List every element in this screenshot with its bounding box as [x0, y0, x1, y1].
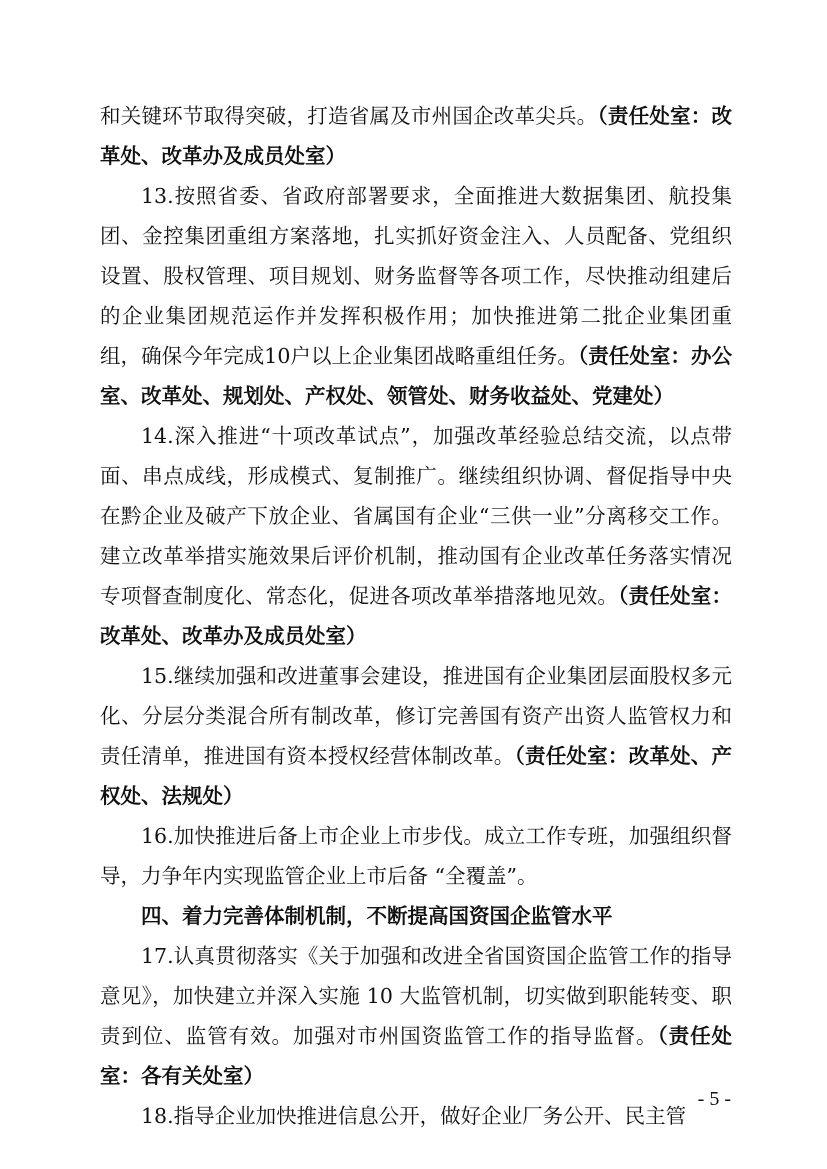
responsibility-note: （责任处室：改革处、产权处、法规处） [100, 744, 732, 808]
paragraph-text: 16.加快推进后备上市企业上市步伐。成立工作专班，加强组织督导，力争年内实现监管企业上市后备 “全覆盖”。 [100, 824, 732, 888]
paragraph-text: 18.指导企业加快推进信息公开，做好企业厂务公开、民主管 [141, 1104, 687, 1128]
responsibility-note: （责任处室：各有关处室） [100, 1024, 733, 1088]
paragraph-text: 和关键环节取得突破，打造省属及市州国企改革尖兵。 [100, 104, 598, 128]
responsibility-note: （责任处室：改革处、改革办及成员处室） [100, 584, 732, 648]
paragraph-text: 13.按照省委、省政府部署要求，全面推进大数据集团、航投集团、金控集团重组方案落地，扎实抓好资金注入、人员配备、党组织设置、股权管理、项目规划、财务监督等各项工作，尽快推动组建后的企业集团规范运作并发挥积极作用；加快推进第二批企业集团重组，确保今年完成10户以上企业集团战略重组任务。 [100, 184, 732, 368]
responsibility-note: （责任处室：改革处、改革办及成员处室） [100, 104, 733, 168]
section-heading: 四、着力完善体制机制，不断提高国资国企监管水平 [141, 904, 613, 928]
paragraph-15 [100, 656, 732, 816]
page-number: - 5 - [697, 1088, 731, 1110]
paragraph-16 [100, 816, 732, 896]
paragraph-17 [100, 936, 732, 1096]
paragraph-12-continuation [100, 96, 732, 176]
paragraph-text: 17.认真贯彻落实《关于加强和改进全省国资国企监管工作的指导意见》，加快建立并深入实施 10 大监管机制，切实做到职能转变、职责到位、监管有效。加强对市州国资监管工作的指导监督。 [100, 944, 732, 1048]
paragraph-text: 14.深入推进“十项改革试点”，加强改革经验总结交流，以点带面、串点成线，形成模式、复制推广。继续组织协调、督促指导中央在黔企业及破产下放企业、省属国有企业“三供一业”分离移交工作。建立改革举措实施效果后评价机制，推动国有企业改革任务落实情况专项督查制度化、常态化，促进各项改革举措落地见效。 [100, 424, 732, 608]
document-body [100, 96, 732, 1136]
paragraph-text: 15.继续加强和改进董事会建设，推进国有企业集团层面股权多元化、分层分类混合所有制改革，修订完善国有资产出资人监管权力和责任清单，推进国有资本授权经营体制改革。 [100, 664, 732, 768]
responsibility-note: （责任处室：办公室、改革处、规划处、产权处、领管处、财务收益处、党建处） [100, 344, 733, 408]
paragraph-14 [100, 416, 732, 656]
paragraph-13 [100, 176, 732, 416]
paragraph-18 [100, 1096, 732, 1136]
